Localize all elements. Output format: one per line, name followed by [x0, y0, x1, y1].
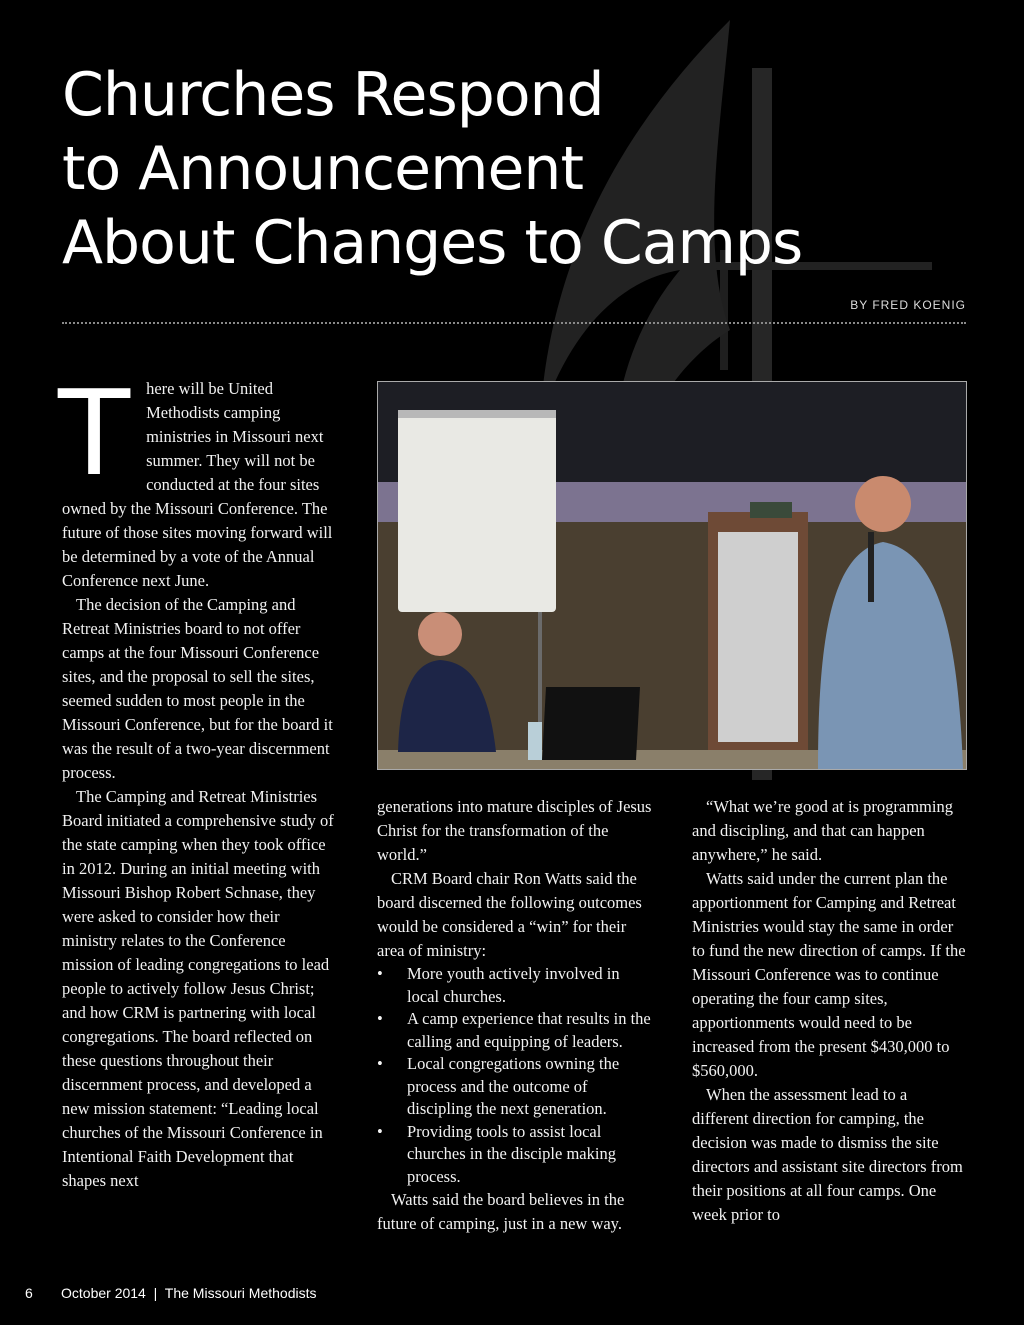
drop-cap: T: [58, 364, 131, 502]
list-item-text: Local congregations owning the process and the outcome of discipling the next generation.: [407, 1054, 620, 1118]
paragraph: The decision of the Camping and Retreat Ministries board to not offer camps at the four Missouri Conference sites, and the proposal to sell the sites, seemed sudden to most people in the Missouri Conference, but for the board it was the result of a two-year discernment process.: [62, 595, 333, 782]
paragraph: The Camping and Retreat Ministries Board initiated a comprehensive study of the state camping when they took office in 2012. During an initial meeting with Missouri Bishop Robert Schnase, they were asked to consider how their ministry relates to the Conference mission of leading congregations to lead people to actively follow Jesus Christ; and how CRM is partnering with local congregations. The board reflected on these questions throughout their discernment process, and developed a new mission statement: “Leading local churches of the Missouri Conference in Intentional Faith Development that shapes next: [62, 787, 334, 1190]
bullet-marker: •: [377, 1121, 383, 1141]
byline: BY FRED KOENIG: [850, 298, 966, 312]
list-item: [377, 1008, 652, 1053]
list-item: [377, 1121, 652, 1189]
page-footer: [0, 1285, 1024, 1305]
headline-line: to Announcement: [62, 134, 583, 204]
page-number: 6: [25, 1285, 33, 1301]
paragraph: here will be United Methodists camping ministries in Missouri next summer. They will not be conducted at the four sites owned by the Missouri Conference. The future of those sites moving forward will be determined by a vote of the Annual Conference next June.: [62, 379, 333, 590]
paragraph: Watts said under the current plan the apportionment for Camping and Retreat Ministries would stay the same in order to fund the new direction of camps. If the Missouri Conference was to continue operating the four camp sites, apportionments would need to be increased from the present $430,000 to $560,000.: [692, 869, 966, 1080]
dotted-divider: [62, 322, 966, 324]
list-item-text: Providing tools to assist local churches in the disciple making process.: [407, 1121, 616, 1186]
list-item: [377, 963, 652, 1008]
list-item: [377, 1053, 652, 1121]
bullet-marker: •: [377, 964, 383, 983]
article-column-1: [58, 364, 337, 1193]
article-headline: [62, 58, 882, 280]
bullet-marker: •: [377, 1009, 383, 1028]
paragraph: “What we’re good at is programming and discipling, and that can happen anywhere,” he said.: [692, 797, 953, 864]
list-item-text: More youth actively involved in local churches.: [407, 964, 620, 1006]
article-column-3: [692, 795, 967, 1227]
article-column-2: [377, 795, 652, 1236]
meeting-photo: [377, 381, 967, 770]
headline-line: Churches Respond: [62, 60, 604, 130]
paragraph: CRM Board chair Ron Watts said the board discerned the following outcomes would be considered a “win” for their area of ministry:: [377, 869, 642, 960]
headline-line: About Changes to Camps: [62, 208, 803, 278]
paragraph: generations into mature disciples of Jesus Christ for the transformation of the world.”: [377, 797, 652, 864]
paragraph: Watts said the board believes in the future of camping, just in a new way.: [377, 1190, 625, 1233]
bullet-marker: •: [377, 1054, 383, 1073]
outcomes-list: [377, 963, 652, 1188]
paragraph: When the assessment lead to a different direction for camping, the decision was made to dismiss the site directors and assistant site directors from their positions at all four camps. One week prior to: [692, 1085, 963, 1224]
issue-line: October 2014 | The Missouri Methodists: [61, 1285, 317, 1301]
list-item-text: A camp experience that results in the calling and equipping of leaders.: [407, 1009, 651, 1051]
